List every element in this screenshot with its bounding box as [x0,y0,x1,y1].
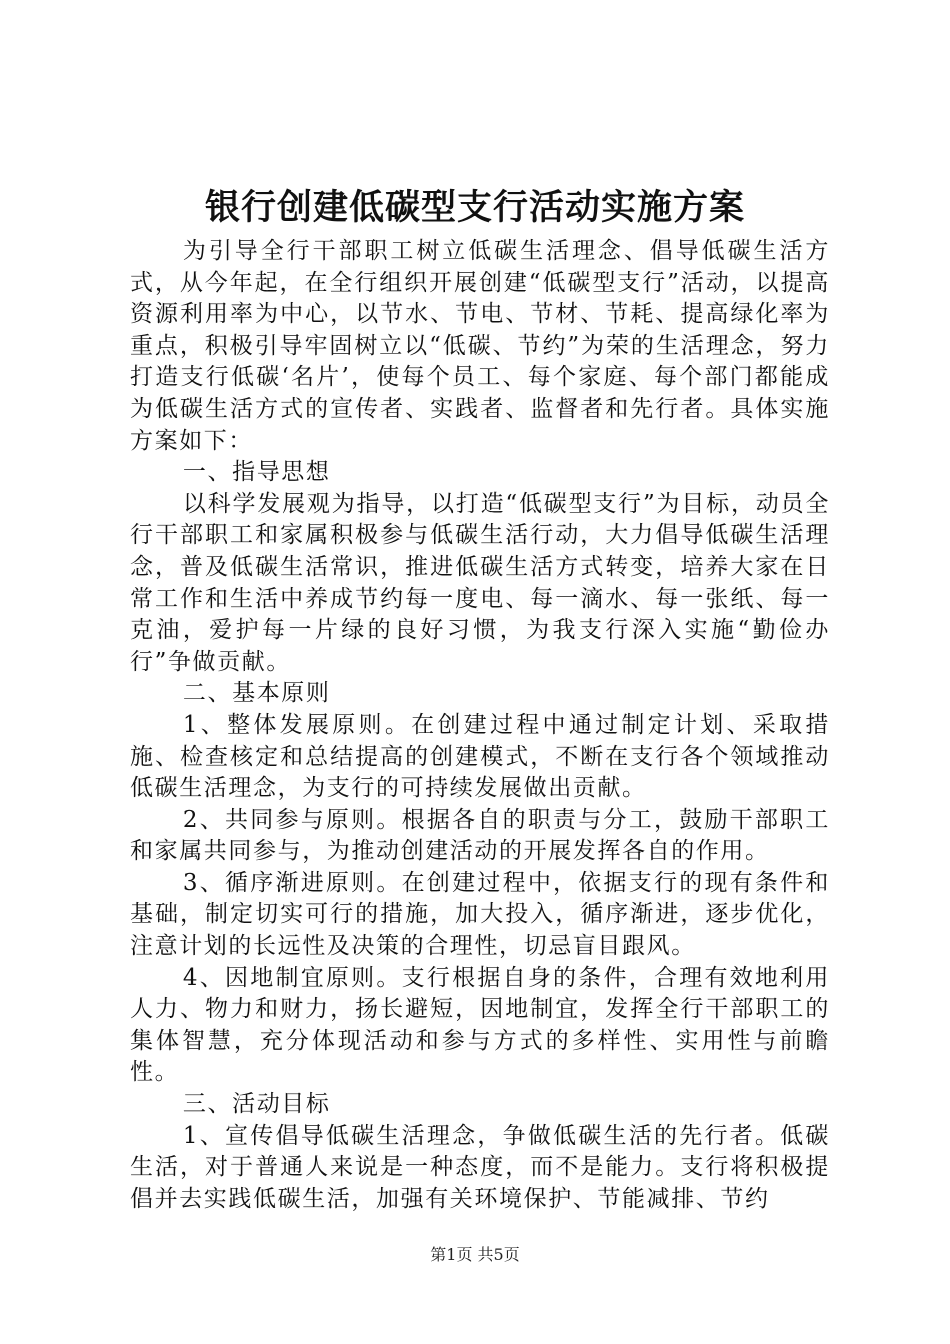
document-title: 银行创建低碳型支行活动实施方案 [204,187,745,228]
paragraph-principle-3: 3、循序渐进原则。在创建过程中，依据支行的现有条件和基础，制定切实可行的措施，加大投入，循序渐进，逐步优化，注意计划的长远性及决策的合理性，切忌盲目跟风。 [130,869,830,960]
paragraph-goal-1: 1、宣传倡导低碳生活理念，争做低碳生活的先行者。低碳生活，对于普通人来说是一种态度，而不是能力。支行将积极提倡并去实践低碳生活，加强有关环境保护、节能减排、节约 [130,1122,830,1212]
paragraph-principle-2: 2、共同参与原则。根据各自的职责与分工，鼓励干部职工和家属共同参与，为推动创建活动的开展发挥各自的作用。 [130,806,830,865]
document-body [130,236,830,1215]
paragraph-principle-1: 1、整体发展原则。在创建过程中通过制定计划、采取措施、检查核定和总结提高的创建模式，不断在支行各个领域推动低碳生活理念，为支行的可持续发展做出贡献。 [130,711,830,802]
section-heading-activity-goals: 三、活动目标 [182,1091,331,1118]
section-heading-guiding-ideology: 一、指导思想 [182,459,331,486]
paragraph-principle-4: 4、因地制宜原则。支行根据自身的条件，合理有效地利用人力、物力和财力，扬长避短，因地制宜，发挥全行干部职工的集体智慧，充分体现活动和参与方式的多样性、实用性与前瞻性。 [130,964,830,1086]
page-footer: 第1页 共5页 [430,1245,520,1264]
paragraph-intro: 为引导全行干部职工树立低碳生活理念、倡导低碳生活方式，从今年起，在全行组织开展创建“低碳型支行”活动，以提高资源利用率为中心，以节水、节电、节材、节耗、提高绿化率为重点，积极引导牢固树立以“低碳、节约”为荣的生活理念，努力打造支行低碳‘名片’，使每个员工、每个家庭、每个部门都能成为低碳生活方式的宣传者、实践者、监督者和先行者。具体实施方案如下： [130,238,830,454]
section-heading-basic-principles: 二、基本原则 [182,680,331,707]
paragraph-guiding-ideology: 以科学发展观为指导，以打造“低碳型支行”为目标，动员全行干部职工和家属积极参与低碳生活行动，大力倡导低碳生活理念，普及低碳生活常识，推进低碳生活方式转变，培养大家在日常工作和生活中养成节约每一度电、每一滴水、每一张纸、每一克油，爱护每一片绿的良好习惯，为我支行深入实施“勤俭办行”争做贡献。 [130,490,830,675]
